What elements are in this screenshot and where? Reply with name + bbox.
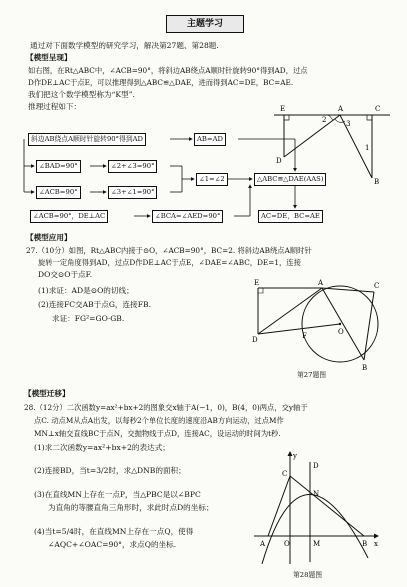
flow-box-congruent: △ABC≌△DAE(AAS) (254, 173, 326, 186)
q27-label-A: A (318, 279, 324, 287)
flow-box-bca-aed: ∠BCA=∠AED=90° (152, 210, 223, 223)
q27-label-B: B (362, 364, 368, 372)
q28-label-x: x (374, 540, 378, 548)
q27-label-D: D (252, 336, 258, 344)
q28-figure (252, 448, 382, 568)
section-heading-model-apply: 【模型应用】 (26, 233, 72, 242)
q27-line1: 27.（10分）如图，Rt△ABC内接于⊙O，∠ACB=90°，BC=2. 将斜边AB绕点A顺时针 (26, 246, 312, 255)
q28-line1: 28.（12分）二次函数y=ax²+bx+2的图象交x轴于A(−1，0)，B(4，0)两点，交y轴于 (24, 403, 308, 412)
flow-box-acb90: ∠ACB=90° (36, 186, 81, 199)
k-label-A: A (338, 105, 344, 113)
q28-label-y: y (293, 452, 297, 460)
q28-line2: 点C. 动点M从点A出发，以每秒2个单位长度的速度沿AB方向运动，过点M作 (34, 416, 284, 425)
flow-box-ab-ad: AB=AD (194, 133, 226, 146)
q27-part2: (2)连接FC交AB于点G，连接FB. (38, 300, 151, 309)
k-label-angle3: 3 (346, 120, 351, 128)
q28-part3: (3)在直线MN上存在一点P，当△PBC是以∠BPC (34, 490, 201, 499)
q28-label-N: N (313, 490, 320, 498)
q27-caption: 第27题图 (297, 371, 327, 379)
q28-part4: (4)当t=5/4时，在直线MN上存在一点Q，使得 (34, 527, 194, 536)
q27-label-F: F (302, 332, 307, 340)
q27-part2-proof: 求证：FG²=GO·GB. (52, 314, 125, 323)
section-heading-model-present: 【模型呈现】 (26, 53, 72, 62)
q28-part4-cont: ∠AQC+∠OAC=90°，求点Q的坐标. (48, 540, 177, 549)
q27-label-O: O (338, 328, 344, 336)
flow-box-bad90: ∠BAD=90° (36, 160, 81, 173)
flow-box-angle1-2: ∠1=∠2 (196, 173, 228, 186)
q27-label-C: C (374, 282, 380, 290)
page-title: 主题学习 (166, 15, 244, 33)
intro-text: 通过对下面数学模型的研究学习，解决第27题、第28题. (30, 41, 219, 50)
q28-part1: (1)求二次函数y=ax²+bx+2的表达式； (34, 443, 170, 452)
q27-line2: 旋转一定角度得到AD，过点D作DE⊥AC于点E，∠DAE=∠ABC，DE=1，连接 (38, 258, 301, 267)
k-label-C: C (375, 105, 381, 113)
flow-box-rotate: 斜边AB绕点A顺时针旋转90°得到AD (28, 133, 146, 146)
q27-part1: (1)求证：AD是⊙O的切线； (38, 286, 134, 295)
model-text-line3: 我们把这个数学模型称为“K型”. (28, 90, 135, 99)
flow-box-result: AC=DE，BC=AE (258, 210, 323, 223)
q28-part2: (2)连接BD，当t=3/2时，求△DNB的面积； (34, 466, 186, 475)
q28-label-M: M (313, 540, 321, 548)
q28-line3: MN⊥x轴交直线BC于点N，交抛物线于点D，连接AC，设运动的时间为t秒. (34, 429, 281, 438)
k-label-E: E (280, 105, 286, 113)
model-text-line2: D作DE⊥AC于点E，可以推理得到△ABC≌△DAE，进而得到AC=DE，BC=AE. (28, 78, 294, 87)
q27-figure (252, 276, 382, 376)
k-label-B: B (374, 178, 380, 185)
section-heading-model-transfer: 【模型迁移】 (24, 389, 70, 398)
flow-arrows (0, 0, 407, 240)
flow-box-given: ∠ACB=90°，DE⊥AC (30, 210, 108, 223)
q27-label-E: E (254, 279, 260, 287)
q27-line3: DO交⊙O于点F. (38, 270, 93, 279)
q28-label-O: O (284, 540, 290, 548)
q28-caption: 第28题图 (293, 571, 323, 579)
q28-label-C: C (282, 470, 288, 478)
k-label-angle1: 1 (365, 144, 370, 152)
flow-box-angle23: ∠2+∠3=90° (108, 160, 157, 173)
k-label-D: D (276, 157, 282, 165)
q28-label-A: A (260, 540, 266, 548)
model-text-line1: 如右图，在Rt△ABC中，∠ACB=90°，将斜边AB绕点A顺时针旋转90°得到AD，过点 (28, 66, 308, 75)
q28-part3-cont: 为直角的等腰直角三角形时，求此时点D的坐标； (48, 503, 214, 512)
q28-label-D: D (313, 462, 319, 470)
model-text-line4: 推理过程如下： (28, 102, 82, 111)
k-label-angle2: 2 (322, 116, 327, 124)
q28-label-B: B (362, 540, 368, 548)
flow-box-angle31: ∠3+∠1=90° (108, 186, 157, 199)
